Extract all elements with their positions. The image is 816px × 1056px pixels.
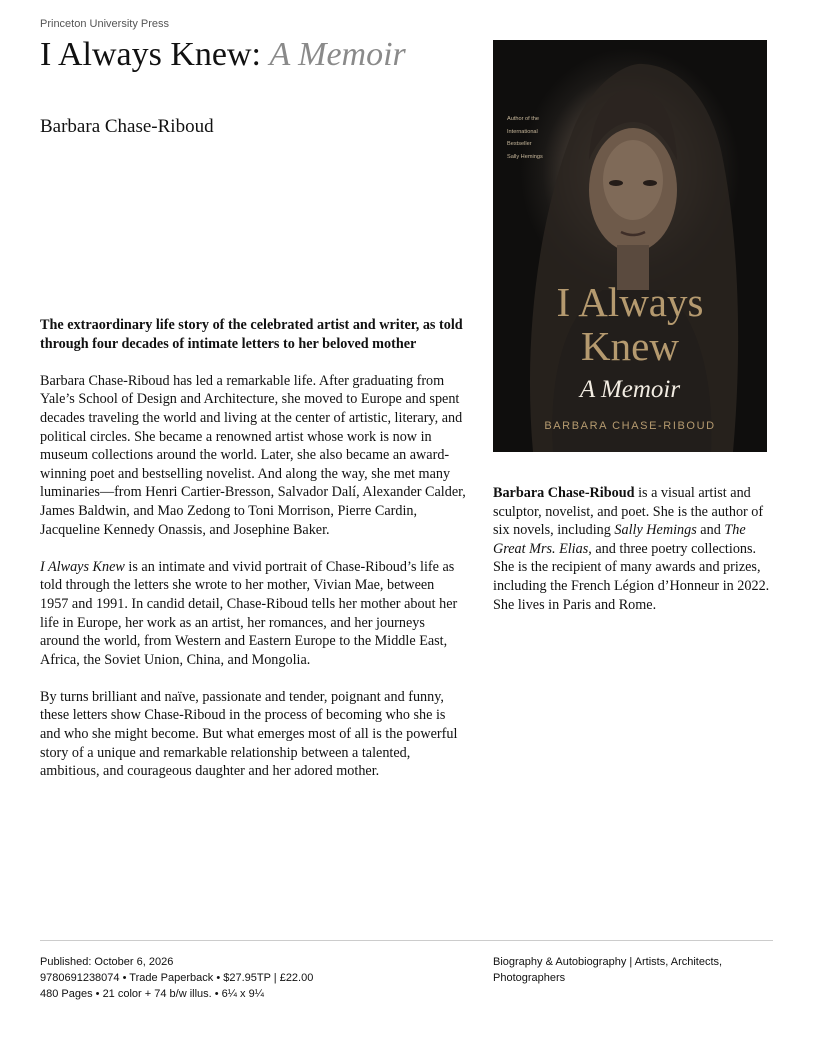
cover-subtitle: A Memoir [579, 376, 681, 403]
book-description [40, 316, 466, 799]
cover-author: BARBARA CHASE-RIBOUD [544, 420, 716, 432]
cover-title-line: I Always [556, 279, 704, 325]
cover-kicker-line: Author of the [507, 116, 540, 122]
book-subtitle: A Memoir [269, 36, 406, 73]
subject-categories: Biography & Autobiography | Artists, Architects, Photographers [493, 956, 723, 984]
cover-kicker [507, 113, 567, 163]
description-paragraph: Barbara Chase-Riboud has led a remarkable life. After graduating from Yale’s School of Design and Architecture, she moved to Europe and spent decades traveling the world and living at the center of artistic, literary, and political circles. She became a renowned artist whose work is now in museum collections around the world. Later, she also became an award-winning poet and bestselling novelist. And along the way, she met many luminaries—from Henri Cartier-Bresson, Salvador Dalí, Alexander Calder, James Baldwin, and Mao Zedong to Toni Morrison, Pierre Cardin, Jacqueline Kennedy Onassis, and Josephine Baker. [40, 372, 466, 538]
author-bio [493, 484, 773, 614]
isbn-price: 9780691238074 • Trade Paperback • $27.95TP | £22.00 [40, 972, 314, 984]
publisher-name: Princeton University Press [40, 18, 169, 30]
author-bio-text: , and three poetry collections. She is the recipient of many awards and prizes, including the French Légion d’Honneur in 2022. She lives in Paris and Rome. [493, 540, 770, 613]
description-paragraph [40, 558, 466, 670]
author-bio-text: is a visual artist and sculptor, novelist, and poet. She is the author of six novels, including [493, 485, 764, 539]
book-title-inline: I Always Knew [40, 558, 125, 575]
publication-date: Published: October 6, 2026 [40, 956, 174, 968]
footer-divider [40, 940, 773, 941]
author-bio-name: Barbara Chase-Riboud [493, 485, 635, 501]
book-author: Barbara Chase-Riboud [40, 116, 214, 137]
description-text: is an intimate and vivid portrait of Chase-Riboud’s life as told through the letters she wrote to her mother, Vivian Mae, between 1957 and 1991. In candid detail, Chase-Riboud tells her mother about her life in Europe, her work as an artist, her romances, and her journeys around the world, from Western and Eastern Europe to the Middle East, Africa, the Soviet Union, China, and Mongolia. [40, 558, 458, 668]
book-title [40, 36, 406, 74]
cover-kicker-line: Bestseller [507, 141, 532, 147]
description-paragraph: By turns brilliant and naïve, passionate and tender, poignant and funny, these letters show Chase-Riboud in the process of becoming who she is and who she might become. But what emerges most of all is the powerful story of a unique and remarkable relationship between a talented, ambitious, and courageous daughter and her adored mother. [40, 688, 458, 780]
author-bio-paragraph [493, 484, 773, 614]
author-book-title: The Great Mrs. Elias [493, 522, 746, 557]
book-cover-image [493, 40, 767, 452]
description-tagline: The extraordinary life story of the celebrated artist and writer, as told through four decades of intimate letters to her beloved mother [40, 317, 463, 352]
cover-title-line: Knew [581, 323, 679, 369]
book-title-main: I Always Knew: [40, 36, 261, 73]
author-book-title: Sally Hemings [614, 522, 697, 539]
publication-details [40, 954, 470, 1002]
cover-kicker-line: Sally Hemings [507, 153, 543, 160]
cover-kicker-line: International [507, 128, 538, 135]
cover-title [493, 280, 767, 368]
author-bio-text: and [696, 522, 725, 539]
page-count: 480 Pages • 21 color + 74 b/w illus. • 6¼ x 9¼ [40, 988, 264, 1000]
